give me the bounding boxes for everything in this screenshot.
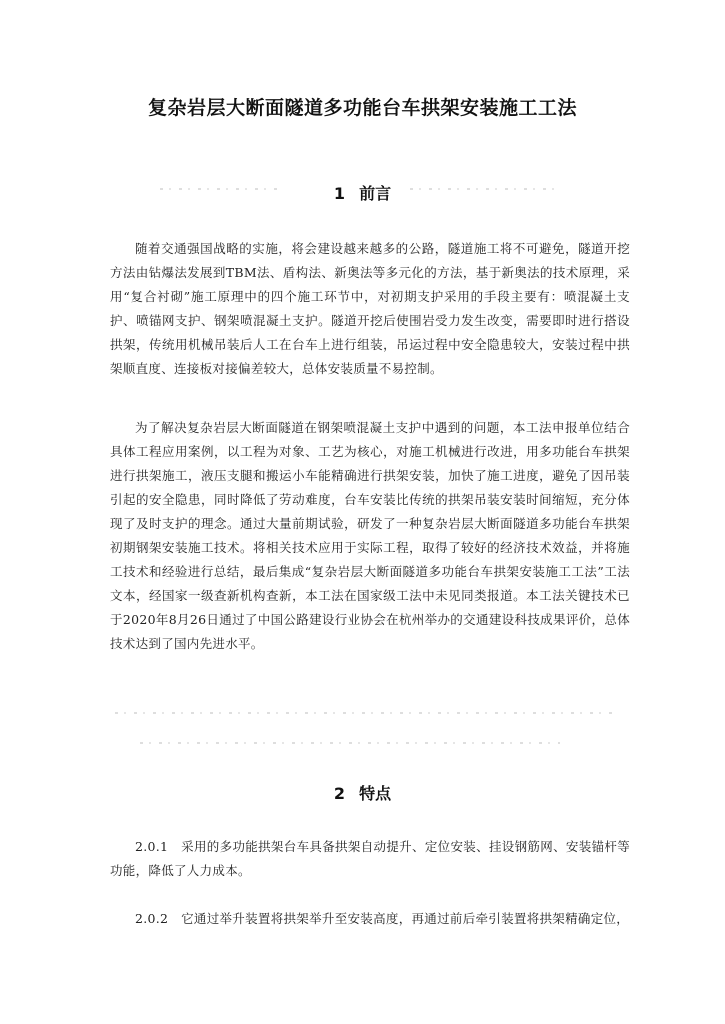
section-heading-intro [0, 181, 725, 204]
document-title: 复杂岩层大断面隧道多功能台车拱架安装施工工法 [147, 97, 577, 119]
feature-item-2-0-1: 2.0.1 采用的多功能拱架台车具备拱架自动提升、定位安装、挂设钢筋网、安装锚杆等功能，降低了人力成本。 [110, 838, 630, 878]
section-heading-features [0, 781, 725, 804]
scan-noise [140, 742, 560, 744]
feature-item-2-0-2: 2.0.2 它通过举升装置将拱架举升至安装高度，再通过前后牵引装置将拱架精确定位， [135, 910, 630, 926]
section-number: 2 [333, 784, 346, 803]
section-title: 特点 [359, 784, 392, 803]
section-number: 1 [333, 184, 346, 203]
section-title: 前言 [359, 184, 392, 203]
intro-paragraph-1: 随着交通强国战略的实施，将会建设越来越多的公路，隧道施工将不可避免，隧道开挖方法由钻爆法发展到TBM法、盾构法、新奥法等多元化的方法，基于新奥法的技术原理，采用“复合衬砌”施工原理中的四个施工环节中，对初期支护采用的手段主要有：喷混凝土支护、喷锚网支护、钢架喷混凝土支护。隧道开挖后使围岩受力发生改变，需要即时进行搭设拱架，传统用机械吊装后人工在台车上进行组装，吊运过程中安全隐患较大，安装过程中拱架顺直度、连接板对接偏差较大，总体安装质量不易控制。 [110, 240, 630, 376]
intro-paragraph-2: 为了解决复杂岩层大断面隧道在钢架喷混凝土支护中遇到的问题，本工法申报单位结合具体工程应用案例，以工程为对象、工艺为核心，对施工机械进行改进，用多功能台车拱架进行拱架施工，液压支腿和搬运小车能精确进行拱架安装，加快了施工进度，避免了因吊装引起的安全隐患，同时降低了劳动难度，台车安装比传统的拱架吊装安装时间缩短，充分体现了及时支护的理念。通过大量前期试验，研发了一种复杂岩层大断面隧道多功能台车拱架初期钢架安装施工技术。将相关技术应用于实际工程，取得了较好的经济技术效益，并将施工技术和经验进行总结，最后集成“复杂岩层大断面隧道多功能台车拱架安装施工工法”工法文本，经国家一级查新机构查新，本工法在国家级工法中未见同类报道。本工法关键技术已于2020年8月26日通过了中国公路建设行业协会在杭州举办的交通建设科技成果评价，总体技术达到了国内先进水平。 [110, 419, 630, 651]
scan-noise [115, 712, 615, 714]
